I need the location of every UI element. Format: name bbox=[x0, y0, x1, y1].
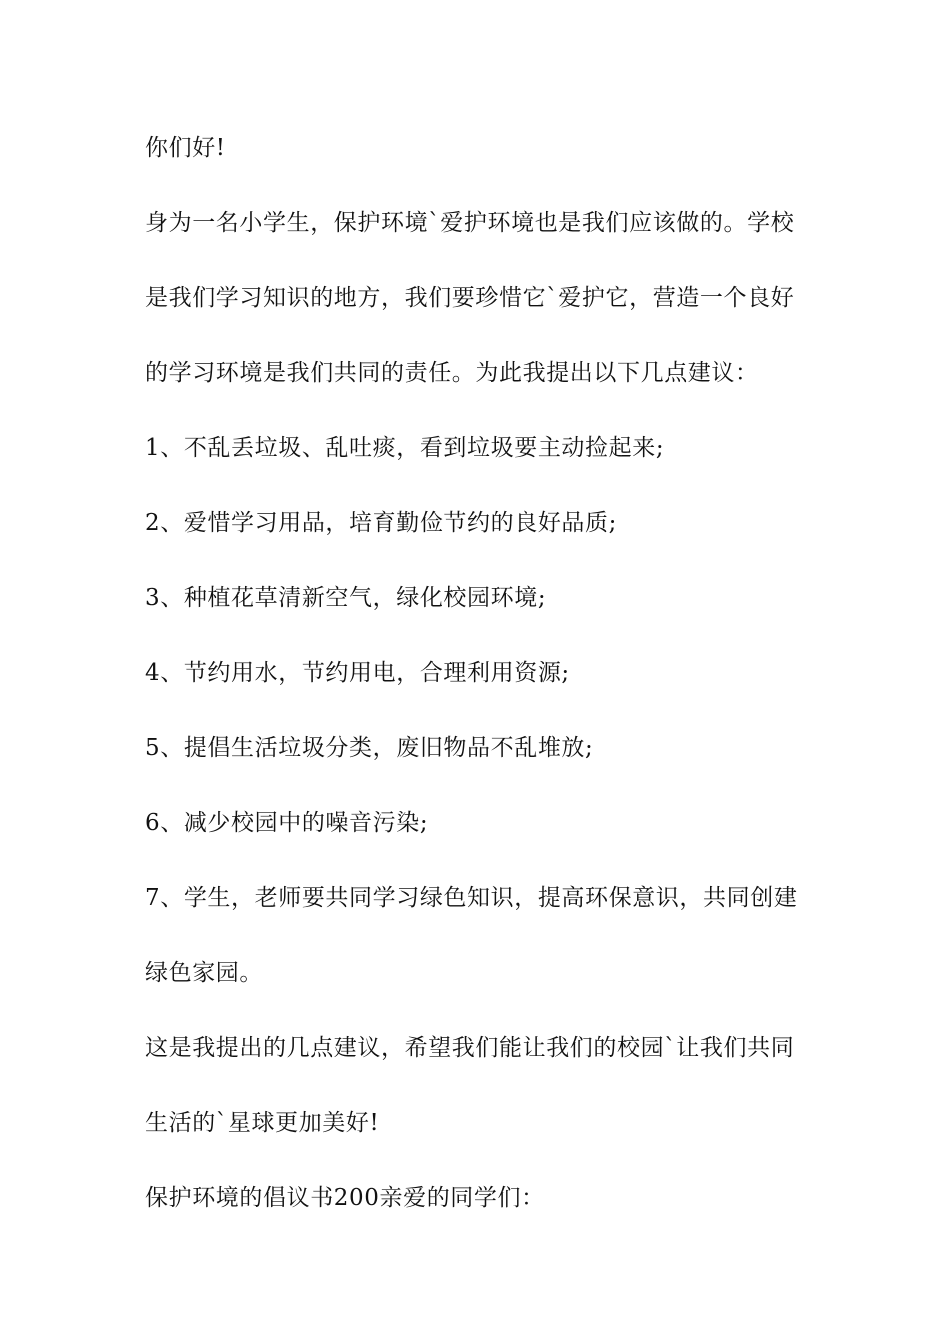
heading-line: 保护环境的倡议书200亲爱的同学们： bbox=[145, 1185, 545, 1211]
paragraph-line: 是我们学习知识的地方，我们要珍惜它`爱护它，营造一个良好 bbox=[145, 285, 795, 311]
list-item: 3、种植花草清新空气，绿化校园环境; bbox=[145, 585, 547, 611]
list-item-continuation: 绿色家园。 bbox=[145, 960, 263, 986]
list-item: 6、减少校园中的噪音污染; bbox=[145, 810, 429, 836]
greeting-line: 你们好! bbox=[145, 135, 226, 161]
paragraph-line: 的学习环境是我们共同的责任。为此我提出以下几点建议： bbox=[145, 360, 759, 386]
document-body bbox=[145, 130, 815, 1255]
closing-line: 这是我提出的几点建议，希望我们能让我们的校园`让我们共同 bbox=[145, 1035, 795, 1061]
list-item: 5、提倡生活垃圾分类，废旧物品不乱堆放; bbox=[145, 735, 594, 761]
list-item: 7、学生，老师要共同学习绿色知识，提高环保意识，共同创建 bbox=[145, 885, 798, 911]
list-item: 2、爱惜学习用品，培育勤俭节约的良好品质; bbox=[145, 510, 617, 536]
paragraph-line: 身为一名小学生，保护环境`爱护环境也是我们应该做的。学校 bbox=[145, 210, 795, 236]
list-item: 1、不乱丢垃圾、乱吐痰，看到垃圾要主动捡起来; bbox=[145, 435, 665, 461]
closing-line: 生活的`星球更加美好! bbox=[145, 1110, 380, 1136]
list-item: 4、节约用水，节约用电，合理利用资源; bbox=[145, 660, 570, 686]
